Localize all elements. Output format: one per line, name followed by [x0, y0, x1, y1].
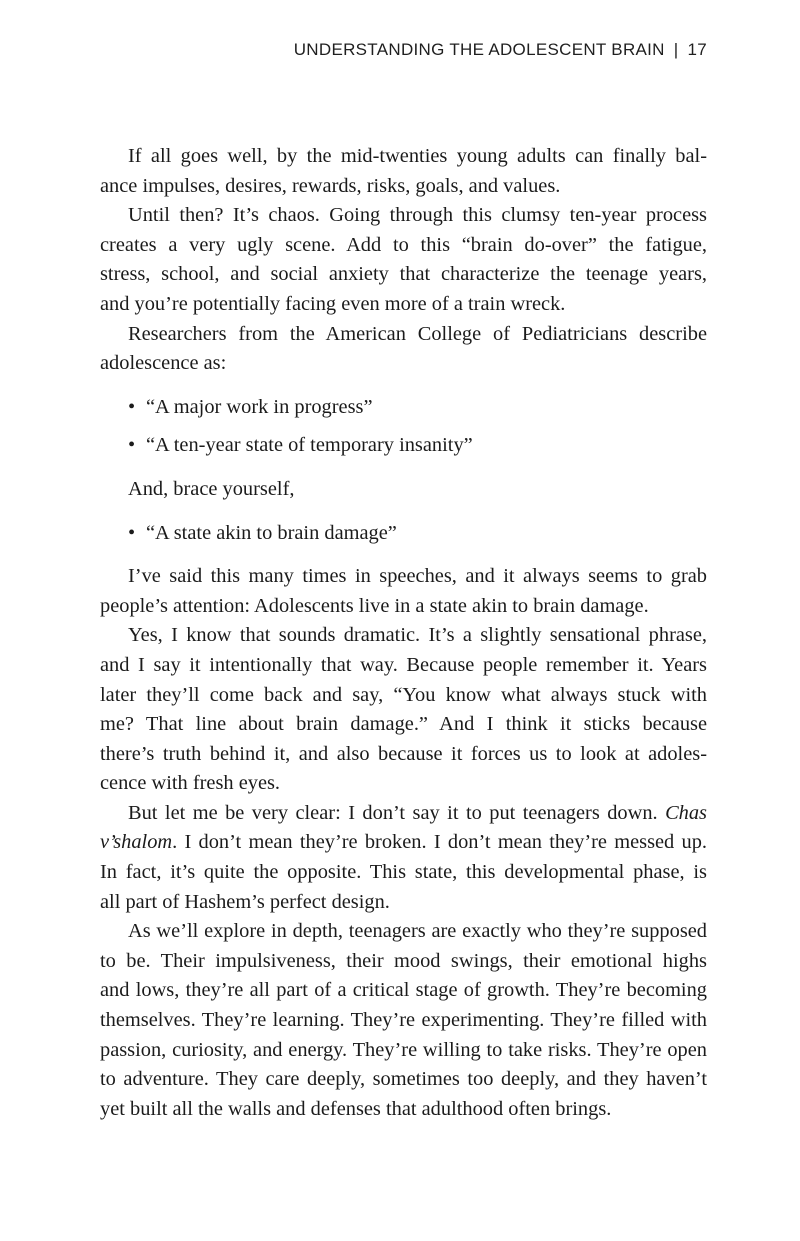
text-line: me? That line about brain damage.” And I think it sticks because — [100, 713, 707, 736]
bullet-item — [100, 431, 707, 461]
text-line: and I say it intentionally that way. Because people remember it. Years — [100, 653, 707, 676]
text-run: . I don’t mean they’re broken. I don’t mean they’re messed up. — [172, 831, 707, 854]
chapter-title: UNDERSTANDING THE ADOLESCENT BRAIN — [293, 40, 665, 59]
text-line: stress, school, and social anxiety that characterize the teenage years, — [100, 263, 707, 286]
text-line: cence with fresh eyes. — [100, 772, 281, 795]
text-line: ance impulses, desires, rewards, risks, goals, and values. — [100, 174, 561, 197]
italic-term: v’shalom — [100, 831, 173, 854]
text-line: creates a very ugly scene. Add to this “brain do-over” the fatigue, — [100, 233, 707, 256]
spacer — [100, 505, 707, 519]
paragraph-7 — [100, 799, 707, 917]
paragraph-8 — [100, 917, 707, 1124]
text-line: and lows, they’re all part of a critical stage of growth. They’re becoming — [100, 979, 707, 1002]
bullet-item — [100, 519, 707, 549]
paragraph-6 — [100, 621, 707, 799]
text-line: Until then? It’s chaos. Going through this clumsy ten-year process — [128, 204, 707, 227]
bullet-list-b — [100, 519, 707, 549]
bullet-text: “A ten-year state of temporary insanity” — [146, 434, 473, 457]
text-line: As we’ll explore in depth, teenagers are exactly who they’re supposed — [128, 920, 707, 943]
text-line: Yes, I know that sounds dramatic. It’s a slightly sensational phrase, — [128, 624, 707, 647]
page-body — [100, 142, 707, 1124]
paragraph-4 — [100, 475, 707, 505]
text-line — [100, 828, 707, 858]
text-line: And, brace yourself, — [128, 477, 295, 500]
spacer — [100, 379, 707, 393]
text-line: to adventure. They care deeply, sometimes too deeply, and they haven’t — [100, 1068, 707, 1091]
paragraph-3 — [100, 320, 707, 379]
text-line: yet built all the walls and defenses that adulthood often brings. — [100, 1097, 612, 1120]
paragraph-1 — [100, 142, 707, 201]
text-line: later they’ll come back and say, “You know what always stuck with — [100, 683, 707, 706]
page-number: 17 — [687, 40, 707, 59]
text-line: adolescence as: — [100, 352, 227, 375]
text-line — [100, 799, 707, 829]
text-line: to be. Their impulsiveness, their mood swings, their emotional highs — [100, 949, 707, 972]
bullet-text: “A state akin to brain damage” — [146, 521, 397, 544]
text-line: there’s truth behind it, and also because it forces us to look at adoles- — [100, 742, 707, 765]
text-line: and you’re potentially facing even more of a train wreck. — [100, 292, 566, 315]
bullet-text: “A major work in progress” — [146, 395, 373, 418]
bullet-icon: • — [128, 434, 136, 457]
bullet-list-a — [100, 393, 707, 461]
italic-term: Chas — [665, 801, 707, 824]
bullet-icon: • — [128, 395, 136, 418]
bullet-item — [100, 393, 707, 423]
text-line: In fact, it’s quite the opposite. This state, this developmental phase, is — [100, 861, 707, 884]
text-line: themselves. They’re learning. They’re experimenting. They’re filled with — [100, 1009, 707, 1032]
text-run: But let me be very clear: I don’t say it to put teenagers down. — [128, 801, 666, 824]
running-header — [294, 40, 707, 60]
header-separator: | — [673, 40, 679, 59]
paragraph-5 — [100, 562, 707, 621]
text-line: people’s attention: Adolescents live in a state akin to brain damage. — [100, 594, 649, 617]
text-line: If all goes well, by the mid-twenties young adults can finally bal- — [128, 145, 707, 167]
text-line: passion, curiosity, and energy. They’re willing to take risks. They’re open — [100, 1038, 707, 1061]
text-line: I’ve said this many times in speeches, and it always seems to grab — [128, 565, 707, 588]
text-line: all part of Hashem’s perfect design. — [100, 890, 390, 913]
text-line: Researchers from the American College of Pediatricians describe — [128, 322, 707, 345]
paragraph-2 — [100, 201, 707, 319]
bullet-icon: • — [128, 521, 136, 544]
